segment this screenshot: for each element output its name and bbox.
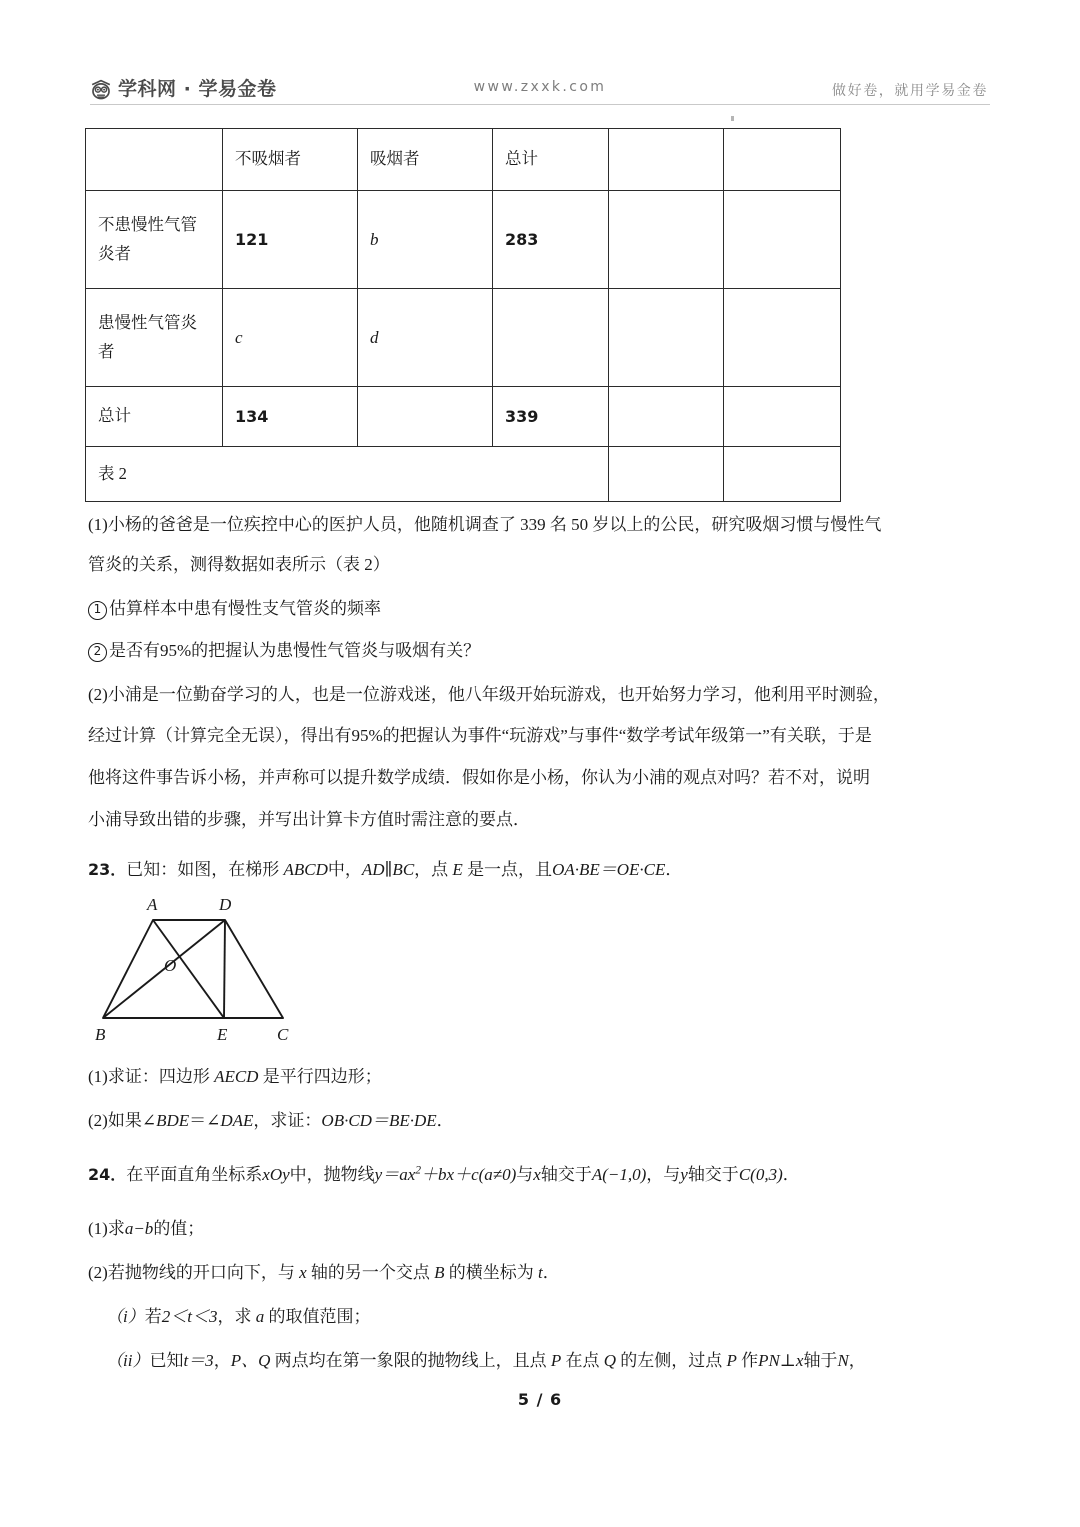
table-header-blank-1 xyxy=(609,129,724,191)
q23-sub2-end: ． xyxy=(436,1111,454,1130)
cell-has-bronchitis-total xyxy=(493,289,609,387)
q23-stem-end: ． xyxy=(665,860,683,879)
q23-point-e: E xyxy=(452,860,463,879)
q24-ii-f: 作 xyxy=(736,1351,759,1370)
q23-parallel-expr: AD∥BC xyxy=(361,860,415,879)
circled-number-2: 2 xyxy=(88,643,107,662)
q24-expression-a-minus-b: a−b xyxy=(124,1219,154,1238)
page-artifact-mark xyxy=(731,116,734,121)
q24-ii-d: 在点 xyxy=(561,1351,604,1370)
row-label-total: 总计 xyxy=(86,387,223,447)
cell-has-bronchitis-blank-1 xyxy=(609,289,724,387)
caption-blank-2 xyxy=(724,447,841,502)
cell-has-bronchitis-nonsmoker: c xyxy=(223,289,358,387)
page-header xyxy=(0,0,1080,100)
q24-parabola-exponent: 2 xyxy=(415,1163,422,1177)
figure-label-B: B xyxy=(95,1025,106,1044)
q24-point-N: N xyxy=(837,1351,849,1370)
q23-sub1 xyxy=(88,1060,993,1093)
table-row xyxy=(86,387,841,447)
cell-total-blank-1 xyxy=(609,387,724,447)
q24-stem-b: 中，抛物线 xyxy=(289,1165,375,1184)
question-23-stem xyxy=(88,853,993,886)
q24-variable-a: a xyxy=(255,1307,265,1326)
table-row xyxy=(86,289,841,387)
cell-has-bronchitis-blank-2 xyxy=(724,289,841,387)
figure-label-C: C xyxy=(277,1025,289,1044)
q23-sub2-conclusion: OB·CD＝BE·DE xyxy=(321,1111,437,1130)
table-header-blank-2 xyxy=(724,129,841,191)
page-number: 5 / 6 xyxy=(517,1390,563,1409)
q24-i-c: 的取值范围； xyxy=(264,1307,371,1326)
q24-point-P: P xyxy=(550,1351,562,1370)
q23-sub2-eq: ＝∠ xyxy=(189,1111,221,1130)
q23-equation: OA·BE＝OE·CE xyxy=(552,860,666,879)
figure-label-E: E xyxy=(217,1025,228,1044)
q24-perpendicular-expr: PN⊥x xyxy=(758,1351,804,1370)
figure-label-O: O xyxy=(164,956,177,975)
q24-axis-y: y xyxy=(680,1165,688,1184)
q24-sub1-a: (1)求 xyxy=(88,1219,125,1238)
q24-sub1-b: 的值； xyxy=(153,1219,205,1238)
q23-stem-a: 已知：如图，在梯形 xyxy=(126,860,284,879)
figure-label-D: D xyxy=(219,895,232,914)
table-header-nonsmoker: 不吸烟者 xyxy=(223,129,358,191)
cell-total-smoker xyxy=(358,387,493,447)
cell-has-bronchitis-smoker: d xyxy=(358,289,493,387)
table-caption-row xyxy=(86,447,841,502)
q24-parabola-eq-1: y＝ax xyxy=(374,1165,416,1184)
site-slogan: 做好卷，就用学易金卷 xyxy=(832,83,988,99)
cell-no-bronchitis-blank-2 xyxy=(724,191,841,289)
q24-stem-a: 在平面直角坐标系 xyxy=(126,1165,263,1184)
cell-no-bronchitis-blank-1 xyxy=(609,191,724,289)
q22-part2-line4: 小浦导致出错的步骤，并写出计算卡方值时需注意的要点． xyxy=(88,810,530,829)
table-header-row xyxy=(86,129,841,191)
q24-marker-ii: （ii） xyxy=(106,1351,150,1370)
q23-angle-bde: BDE xyxy=(156,1111,190,1130)
q23-sub1-b: 是平行四边形； xyxy=(258,1067,382,1086)
q24-stem-d: 轴交于 xyxy=(540,1165,592,1184)
q24-point-B: B xyxy=(434,1263,445,1282)
header-divider xyxy=(90,104,990,105)
q24-ii-end: ， xyxy=(848,1351,866,1370)
q22-sub1-text: 估算样本中患有慢性支气管炎的频率 xyxy=(109,599,381,618)
q22-part1-line1: (1)小杨的爸爸是一位疾控中心的医护人员，他随机调查了 339 名 50 岁以上的公民，研究吸烟习惯与慢性气 xyxy=(88,515,882,534)
q24-stem-e: ，与 xyxy=(646,1165,681,1184)
q24-point-C: C(0,3) xyxy=(738,1165,783,1184)
q24-t-value: t＝3 xyxy=(183,1351,214,1370)
q24-point-Q: Q xyxy=(603,1351,617,1370)
caption-blank-1 xyxy=(609,447,724,502)
q24-parabola-eq-2: ＋bx＋c(a≠0) xyxy=(421,1165,517,1184)
q23-sub1-a: (1)求证：四边形 xyxy=(88,1067,215,1086)
q24-t-range: 2＜t＜3 xyxy=(161,1307,218,1326)
q24-sub2-i xyxy=(106,1300,1011,1333)
q24-points-PQ: P、Q xyxy=(230,1351,271,1370)
q24-ii-b: ， xyxy=(213,1351,231,1370)
q22-sub2 xyxy=(88,634,993,667)
q23-stem-d: 是一点，且 xyxy=(462,860,553,879)
q24-sub2-b: 轴的另一个交点 xyxy=(306,1263,435,1282)
figure-label-A: A xyxy=(147,895,158,914)
q22-part2-line2: 经过计算（计算完全无误），得出有95%的把握认为事件“玩游戏”与事件“数学考试年级第一”有关联，于是 xyxy=(88,726,872,745)
q24-sub2-c: 的横坐标为 xyxy=(444,1263,539,1282)
q24-marker-i: （i） xyxy=(106,1307,145,1326)
q23-sub2-a: (2)如果∠ xyxy=(88,1111,157,1130)
q24-variable-t: t xyxy=(538,1263,543,1282)
q24-sub2-ii xyxy=(106,1344,1011,1377)
cell-no-bronchitis-smoker: b xyxy=(358,191,493,289)
q24-sub2-axis-x: x xyxy=(299,1263,307,1282)
q22-sub2-text: 是否有95%的把握认为患慢性气管炎与吸烟有关？ xyxy=(109,641,481,660)
q24-stem-c: 与 xyxy=(516,1165,534,1184)
q24-point-A: A(−1,0) xyxy=(591,1165,647,1184)
q24-axis-x: x xyxy=(533,1165,541,1184)
table-caption: 表 2 xyxy=(86,447,609,502)
q24-ii-e: 的左侧，过点 xyxy=(616,1351,727,1370)
cell-total-total: 339 xyxy=(493,387,609,447)
q24-stem-end: ． xyxy=(782,1165,800,1184)
q22-part2-line3: 他将这件事告诉小杨，并声称可以提升数学成绩．假如你是小杨，你认为小浦的观点对吗？若不对，说明 xyxy=(88,768,870,787)
q24-sub2-a: (2)若抛物线的开口向下，与 xyxy=(88,1263,300,1282)
q24-stem-f: 轴交于 xyxy=(687,1165,739,1184)
trapezoid-abcd-diagram xyxy=(80,885,410,1055)
cell-total-blank-2 xyxy=(724,387,841,447)
contingency-table xyxy=(85,128,841,502)
question-24-stem xyxy=(88,1158,993,1191)
q24-ii-c: 两点均在第一象限的抛物线上，且点 xyxy=(270,1351,551,1370)
circled-number-1: 1 xyxy=(88,601,107,620)
table-header-smoker: 吸烟者 xyxy=(358,129,493,191)
q22-sub1 xyxy=(88,592,993,625)
q24-sub1 xyxy=(88,1212,993,1245)
q24-coord-system: xOy xyxy=(262,1165,290,1184)
q23-label-abcd: ABCD xyxy=(283,860,328,879)
cell-total-nonsmoker: 134 xyxy=(223,387,358,447)
table-cell-corner xyxy=(86,129,223,191)
q23-number: 23． xyxy=(88,860,127,879)
q23-sub1-figure-name: AECD xyxy=(214,1067,259,1086)
q24-sub2 xyxy=(88,1256,993,1289)
q24-point-P2: P xyxy=(726,1351,737,1370)
q22-part1-line2: 管炎的关系，测得数据如表所示（表 2） xyxy=(88,555,390,574)
row-label-has-bronchitis: 患慢性气管炎者 xyxy=(86,289,223,387)
cell-no-bronchitis-nonsmoker: 121 xyxy=(223,191,358,289)
table-row xyxy=(86,191,841,289)
q23-stem-b: 中， xyxy=(327,860,362,879)
q24-i-b: ，求 xyxy=(217,1307,256,1326)
table-header-total: 总计 xyxy=(493,129,609,191)
row-label-no-bronchitis: 不患慢性气管炎者 xyxy=(86,191,223,289)
q24-i-a: 若 xyxy=(144,1307,162,1326)
cell-no-bronchitis-total: 283 xyxy=(493,191,609,289)
q24-number: 24． xyxy=(88,1165,127,1184)
q23-angle-dae: DAE xyxy=(220,1111,254,1130)
q24-sub2-end: ． xyxy=(542,1263,560,1282)
q23-stem-c: ，点 xyxy=(414,860,453,879)
q22-part2-line1: (2)小浦是一位勤奋学习的人，也是一位游戏迷，他八年级开始玩游戏，也开始努力学习，他利用平时测验， xyxy=(88,685,890,704)
site-url: www.zxxk.com xyxy=(473,79,607,95)
q24-ii-a: 已知 xyxy=(149,1351,184,1370)
q23-sub2-b: ，求证： xyxy=(253,1111,322,1130)
q23-sub2 xyxy=(88,1104,993,1137)
brand-name: 学科网 · 学易金卷 xyxy=(118,78,277,100)
q24-ii-g: 轴于 xyxy=(803,1351,838,1370)
